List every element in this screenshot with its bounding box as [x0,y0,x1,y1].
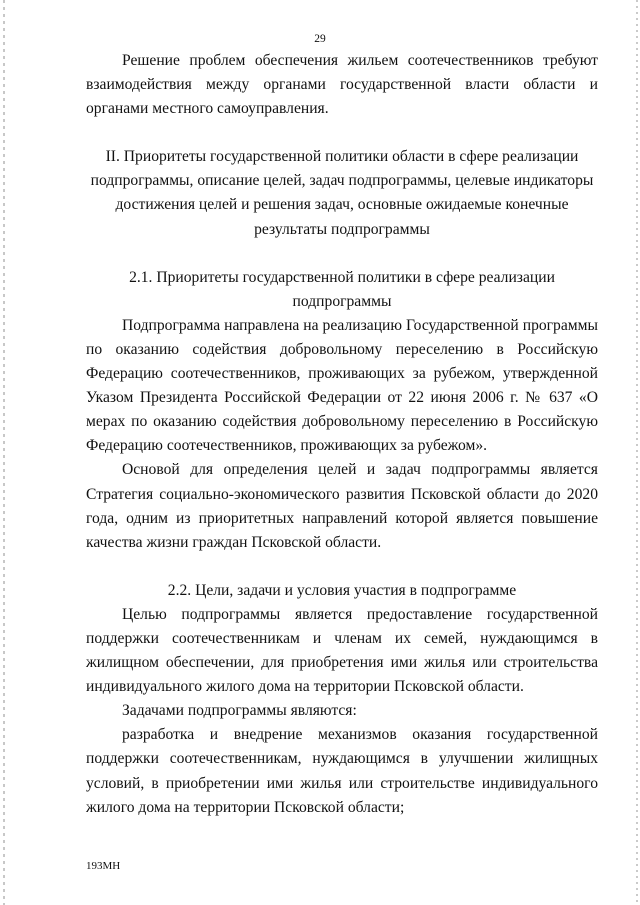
section-2-heading: II. Приоритеты государственной политики области в сфере реализации подпрограммы, описание целей, задач подпрограммы, целевые индикаторы достижения целей и решения задач, основные ожидаемые конечные результаты подпрограммы [90,148,594,238]
page-number: 29 [314,33,326,45]
subsection-2-2-paragraph-1: Целью подпрограммы является предоставление государственной поддержки соотечественникам и членам их семей, нуждающимся в жилищном обеспечении, для приобретения ими жилья или строительства индивидуального жилого дома на территории Псковской области. [86,605,598,696]
intro-paragraph: Решение проблем обеспечения жильем соотечественников требуют взаимодействия между органами государственной власти области и органами местного самоуправления. [86,52,598,118]
scan-edge-right [636,0,638,905]
subsection-2-2-paragraph-2: Задачами подпрограммы являются: [122,702,357,720]
document-body [86,49,598,820]
subsection-2-2-heading: 2.2. Цели, задачи и условия участия в подпрограмме [167,581,517,599]
spacer [86,121,598,145]
subsection-2-1-paragraph-2: Основой для определения целей и задач подпрограммы является Стратегия социально-экономического развития Псковской области до 2020 года, одним из приоритетных направлений которой является повышение качества жизни граждан Псковской области. [86,461,598,551]
subsection-2-1-heading: 2.1. Приоритеты государственной политики в сфере реализации подпрограммы [129,268,555,310]
spacer [86,242,598,266]
subsection-2-2-paragraph-3: разработка и внедрение механизмов оказания государственной поддержки соотечественникам, нуждающимся в улучшении жилищных условий, в приобретении ими жилья или строительстве индивидуального жилого дома на территории Псковской области; [86,726,598,816]
footer-code: 193МН [86,860,121,872]
scan-edge-left [3,0,5,905]
spacer [86,555,598,579]
subsection-2-1-paragraph-1: Подпрограмма направлена на реализацию Государственной программы по оказанию содействия добровольному переселению в Российскую Федерацию соотечественников, проживающих за рубежом, утвержденной Указом Президента Российской Федерации от 22 июня 2006 г. № 637 «О мерах по оказанию содействия добровольному переселению в Российскую Федерацию соотечественников, проживающих за рубежом». [86,316,598,455]
